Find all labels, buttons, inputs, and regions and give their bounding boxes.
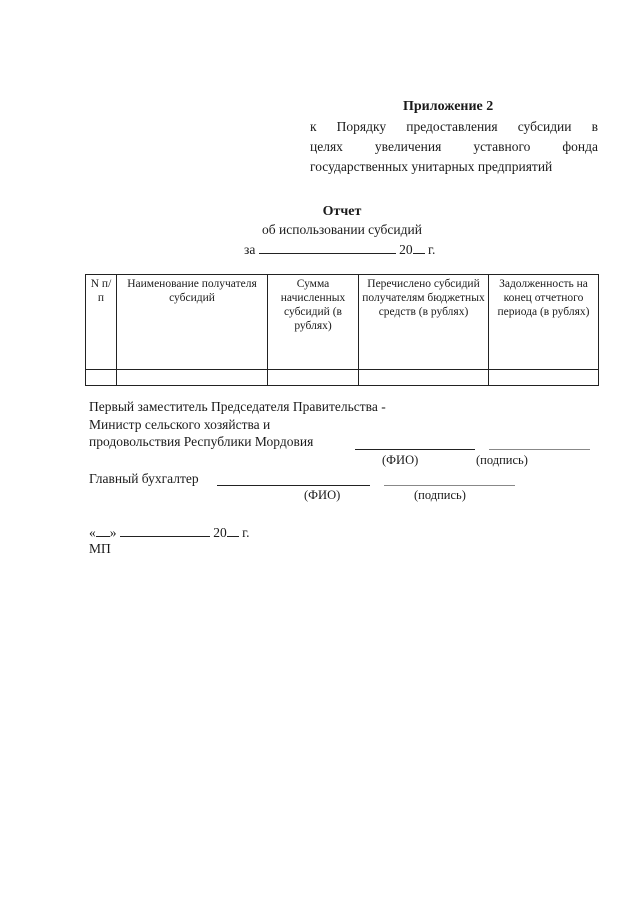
table-cell xyxy=(359,370,489,386)
period-blank xyxy=(259,240,396,254)
col-header-recipient: Наименование получателя субсидий xyxy=(117,275,268,370)
table-cell xyxy=(489,370,599,386)
report-period xyxy=(244,240,435,258)
table-cell xyxy=(268,370,359,386)
col-header-accrued: Сумма начисленных субсидий (в рублях) xyxy=(268,275,359,370)
deputy-sign-label: (подпись) xyxy=(476,453,528,467)
appendix-line-2: целях увеличения уставного фонда xyxy=(310,139,598,154)
accountant-sign-label: (подпись) xyxy=(414,488,466,502)
deputy-line-3: продовольствия Республики Мордовия xyxy=(89,434,314,449)
date-line xyxy=(89,523,250,541)
period-prefix: за xyxy=(244,242,256,257)
col-header-transferred: Перечислено субсидий получателям бюджетных средств (в рублях) xyxy=(359,275,489,370)
deputy-fio-label: (ФИО) xyxy=(382,453,419,467)
report-table xyxy=(85,274,599,386)
period-year: 20 xyxy=(399,242,413,257)
appendix-title: Приложение 2 xyxy=(403,99,494,114)
seal-label: МП xyxy=(89,541,111,556)
table-cell xyxy=(86,370,117,386)
table-row xyxy=(86,370,599,386)
appendix-line-1: к Порядку предоставления субсидии в xyxy=(310,119,598,134)
deputy-line-1: Первый заместитель Председателя Правительства - xyxy=(89,399,386,414)
date-open-quote: « xyxy=(89,525,96,540)
date-year-blank xyxy=(227,523,239,537)
accountant-label: Главный бухгалтер xyxy=(89,471,199,486)
table-header-row xyxy=(86,275,599,370)
accountant-fio-line xyxy=(217,485,370,486)
date-close-quote: » xyxy=(109,525,117,540)
accountant-fio-label: (ФИО) xyxy=(304,488,341,502)
col-header-number: N п/п xyxy=(86,275,117,370)
report-title: Отчет xyxy=(322,204,362,219)
deputy-fio-line xyxy=(355,449,475,450)
deputy-sign-line xyxy=(489,449,590,450)
date-month-blank xyxy=(120,523,210,537)
appendix-line-3: государственных унитарных предприятий xyxy=(310,159,553,174)
appendix-text xyxy=(310,117,598,177)
report-subtitle: об использовании субсидий xyxy=(262,222,422,237)
deputy-line-2: Министр сельского хозяйства и xyxy=(89,417,271,432)
date-year: 20 xyxy=(213,525,227,540)
period-suffix: г. xyxy=(427,242,436,257)
table-cell xyxy=(117,370,268,386)
date-day-blank xyxy=(96,523,110,537)
date-suffix: г. xyxy=(242,525,250,540)
col-header-debt: Задолженность на конец отчетного периода (в рублях) xyxy=(489,275,599,370)
accountant-sign-line xyxy=(384,485,515,486)
period-year-blank xyxy=(413,240,425,254)
